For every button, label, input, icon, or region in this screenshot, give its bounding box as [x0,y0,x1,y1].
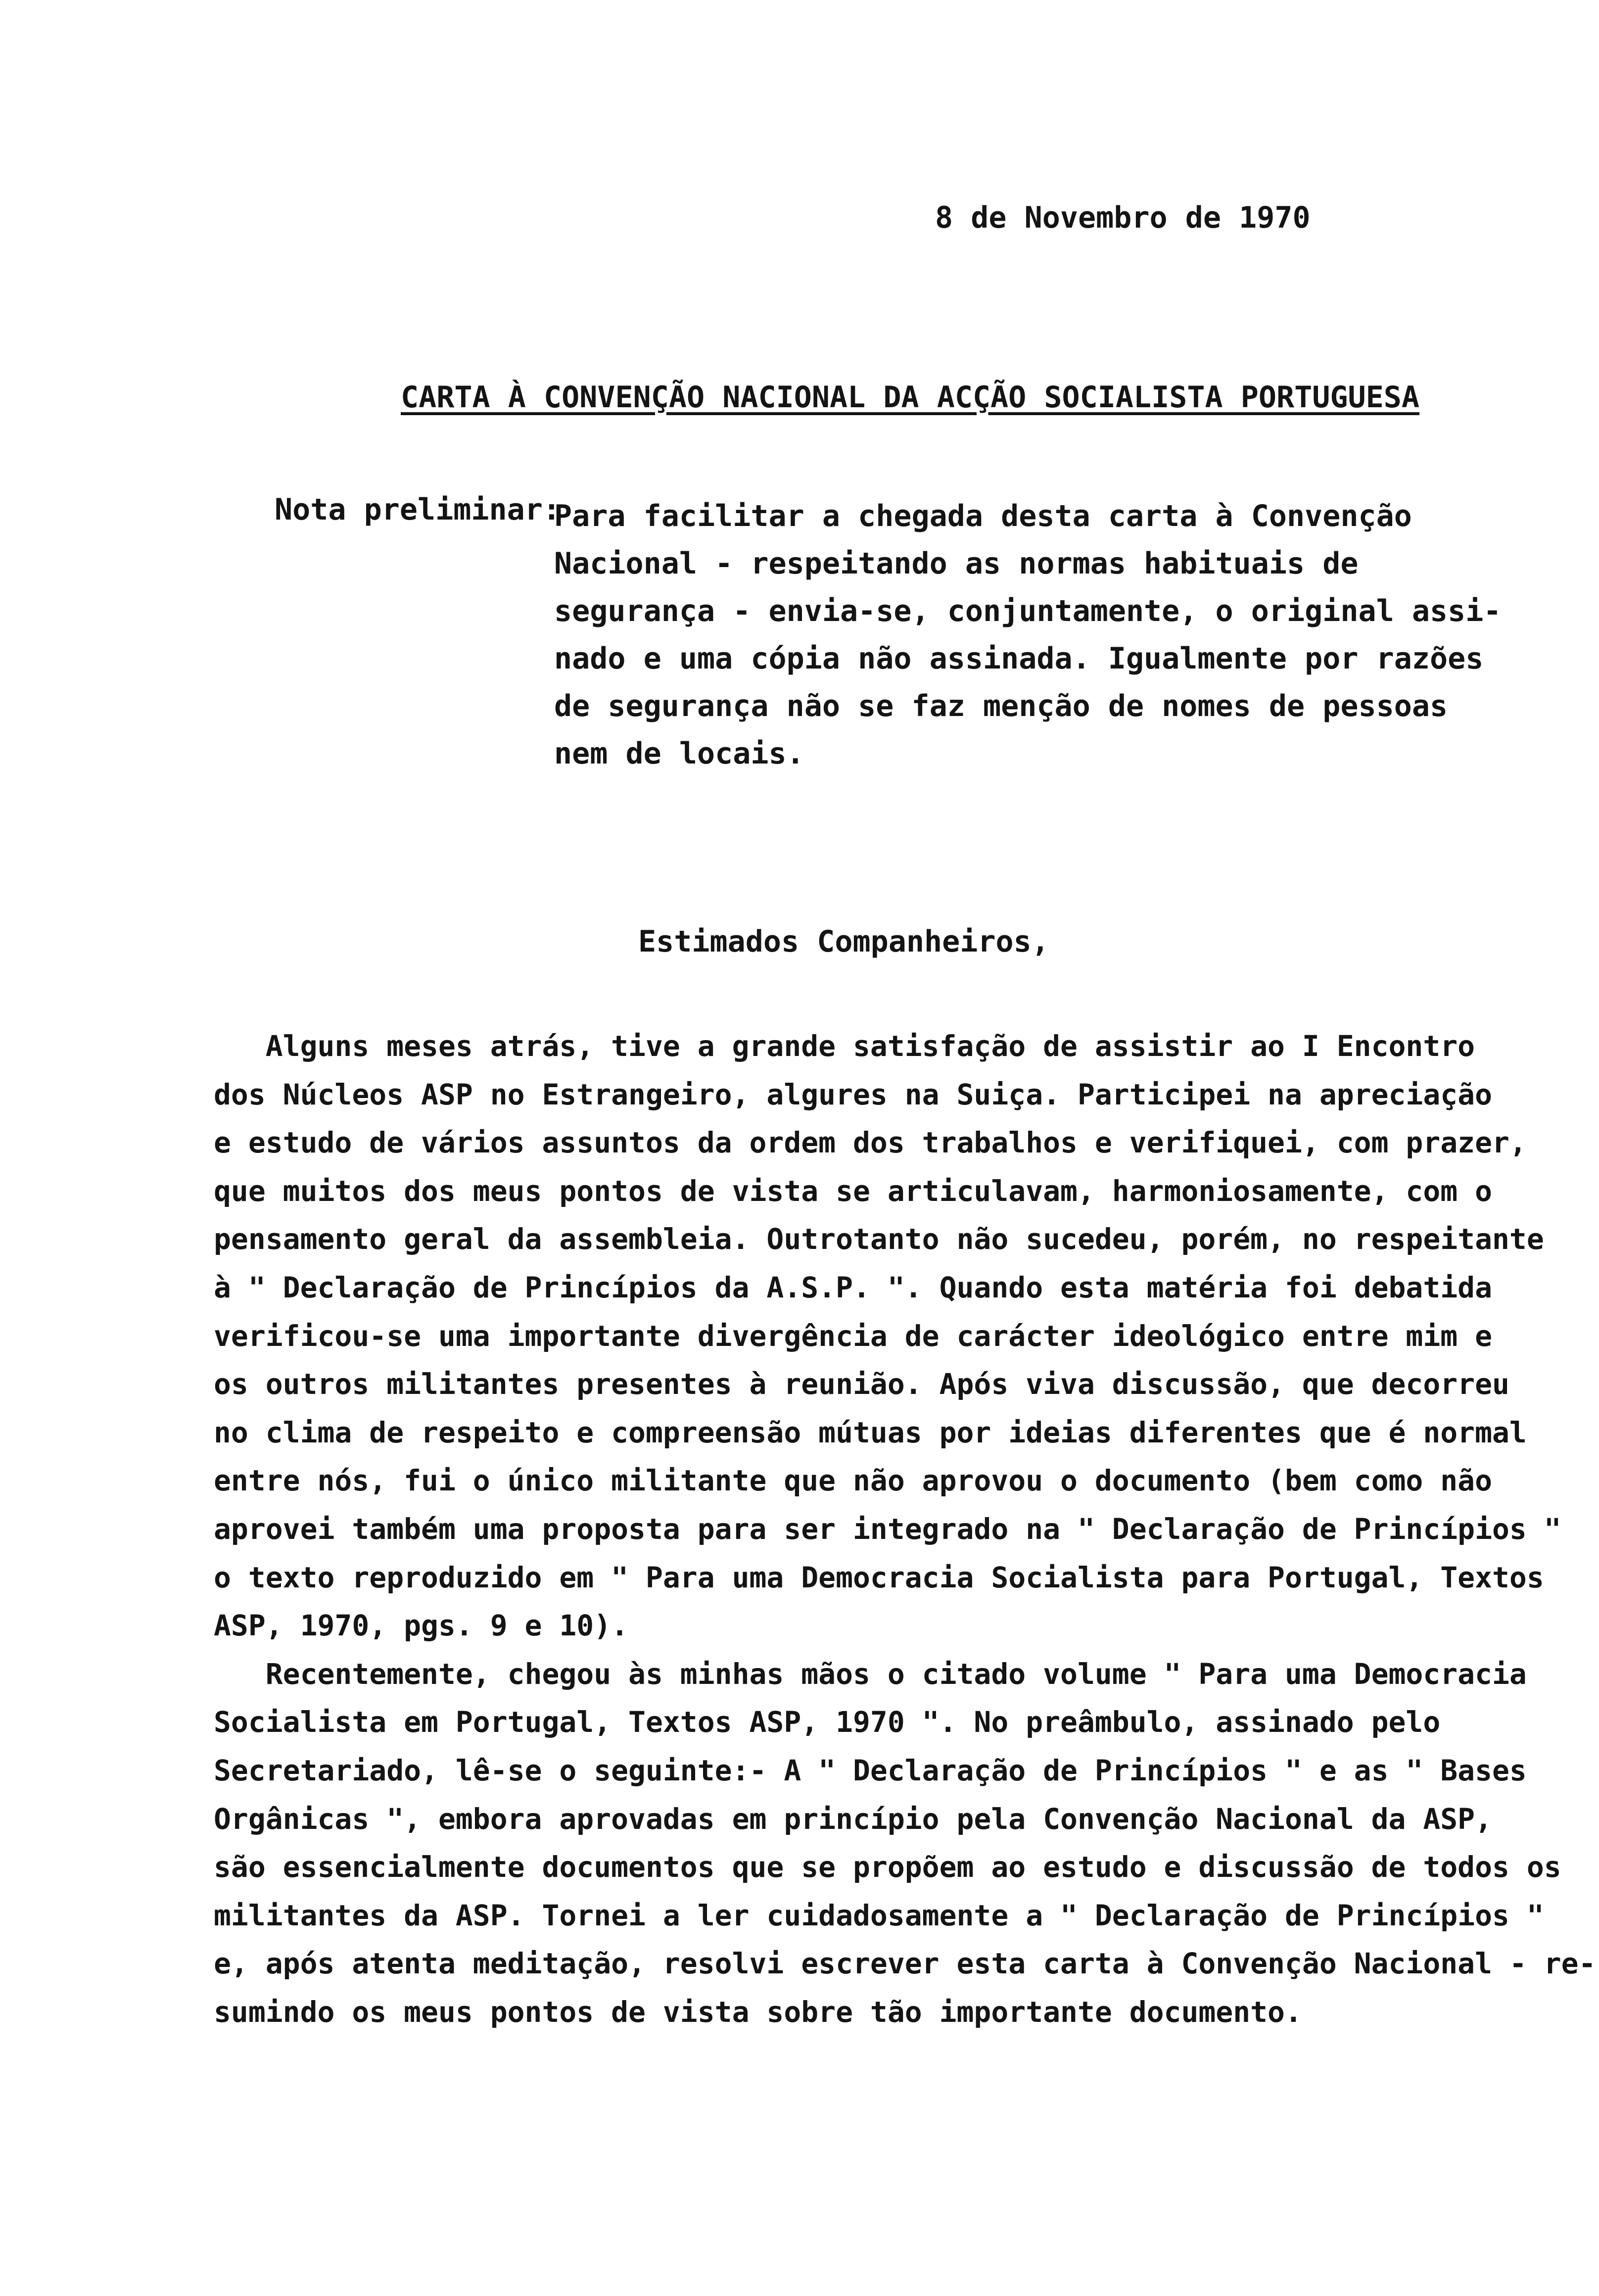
body-line: Recentemente, chegou às minhas mãos o citado volume " Para uma Democracia [214,1657,1527,1691]
letter-title: CARTA À CONVENÇÃO NACIONAL DA ACÇÃO SOCIALISTA PORTUGUESA [401,380,1420,415]
body-line: que muitos dos meus pontos de vista se articulavam, harmoniosamente, com o [214,1174,1493,1208]
body-line: no clima de respeito e compreensão mútuas por ideias diferentes que é normal [214,1415,1527,1449]
body-line: militantes da ASP. Tornei a ler cuidadosamente a " Declaração de Princípios " [214,1898,1544,1932]
body-line: à " Declaração de Princípios da A.S.P. ". Quando esta matéria foi debatida [214,1270,1493,1304]
body-line: e estudo de vários assuntos da ordem dos trabalhos e verifiquei, com prazer, [214,1126,1527,1160]
body-line: dos Núcleos ASP no Estrangeiro, algures na Suiça. Participei na apreciação [214,1077,1493,1111]
note-line: Nacional - respeitando as normas habituais de [554,546,1359,581]
body-line: são essencialmente documentos que se propõem ao estudo e discussão de todos os [214,1850,1561,1884]
body-line: verificou-se uma importante divergência de carácter ideológico entre mim e [214,1319,1493,1353]
letter-date: 8 de Novembro de 1970 [935,200,1311,235]
body-line: sumindo os meus pontos de vista sobre tão importante documento. [214,1995,1302,2029]
body-line: Orgânicas ", embora aprovadas em princípio pela Convenção Nacional da ASP, [214,1802,1493,1836]
preliminary-note [554,492,1502,777]
salutation: Estimados Companheiros, [638,924,1049,959]
body-line: ASP, 1970, pgs. 9 e 10). [214,1609,629,1643]
body-line: Alguns meses atrás, tive a grande satisfação de assistir ao I Encontro [214,1029,1475,1063]
body-line: pensamento geral da assembleia. Outrotanto não sucedeu, porém, no respeitante [214,1222,1544,1256]
body-line: os outros militantes presentes à reunião. Após viva discussão, que decorreu [214,1367,1509,1401]
note-line: Para facilitar a chegada desta carta à Convenção [554,499,1412,533]
note-line: de segurança não se faz menção de nomes de pessoas [554,689,1448,723]
body-line: Socialista em Portugal, Textos ASP, 1970 ". No preâmbulo, assinado pelo [214,1705,1441,1739]
note-line: nem de locais. [554,736,804,771]
letter-body [214,1022,1596,2036]
body-line: e, após atenta meditação, resolvi escrever esta carta à Convenção Nacional - re- [214,1947,1596,1981]
body-line: entre nós, fui o único militante que não aprovou o documento (bem como não [214,1464,1493,1498]
body-line: Secretariado, lê-se o seguinte:- A " Declaração de Princípios " e as " Bases [214,1753,1527,1787]
body-line: aprovei também uma proposta para ser integrado na " Declaração de Princípios " [214,1512,1561,1546]
body-line: o texto reproduzido em " Para uma Democracia Socialista para Portugal, Textos [214,1560,1544,1594]
note-label: Nota preliminar: [275,492,561,527]
note-line: nado e uma cópia não assinada. Igualmente por razões [554,641,1484,676]
note-line: segurança - envia-se, conjuntamente, o original assi- [554,594,1502,628]
